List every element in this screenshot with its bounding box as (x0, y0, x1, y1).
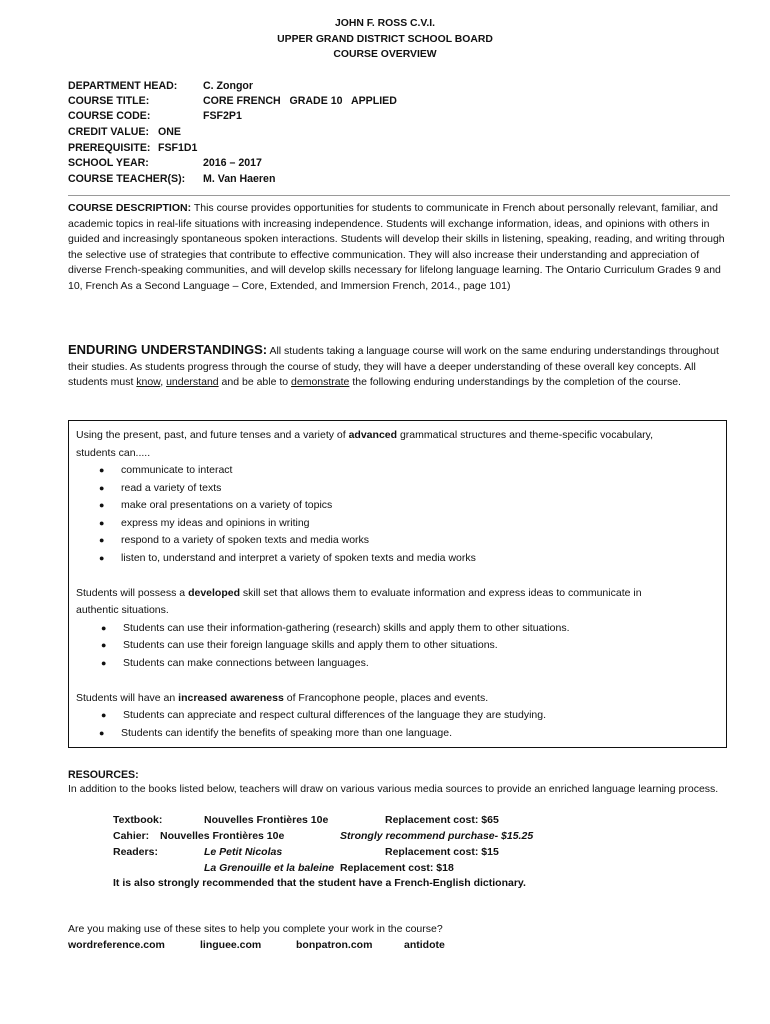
enduring-and-be-able: and be able to (221, 376, 289, 389)
site-linguee-link[interactable]: linguee.com (200, 939, 262, 951)
bullet-icon: ● (99, 465, 105, 475)
course-title-label: COURSE TITLE: (68, 95, 150, 107)
section2-bold: developed (188, 587, 240, 599)
bullet-icon: ● (101, 623, 107, 633)
section3-bold: increased awareness (178, 692, 284, 704)
bullet-icon: ● (101, 640, 107, 650)
list-item: read a variety of texts (121, 482, 222, 494)
info-course-title (68, 93, 468, 109)
bullet-icon: ● (99, 553, 105, 563)
bullet-icon: ● (99, 728, 105, 738)
list-item: make oral presentations on a variety of topics (121, 499, 333, 511)
reader1-title: Le Petit Nicolas (204, 846, 283, 858)
list-item: communicate to interact (121, 464, 233, 476)
course-description-text: This course provides opportunities for students to communicate in French about personally relevant, familiar, and academic topics in real-life situations with increasing independence. Students will exchange information, ideas, and opinions with others in guided and increasingly spontaneous spoken interactions. Students will develop their skills in listening, speaking, reading, and writing through the selective use of strategies that contribute to effective communication. They will also increase their understanding and appreciation of diverse French-speaking communities, and will develop skills necessary for lifelong language learning. The Ontario Curriculum Grades 9 and 10, French As a Second Language – Core, Extended, and Immersion French, 2014., page 101) (68, 202, 725, 292)
section1-line1 (76, 427, 653, 444)
course-teacher-value: M. Van Haeren (203, 173, 276, 185)
section1-bold: advanced (348, 429, 398, 441)
section-divider (68, 195, 730, 196)
resources-title: RESOURCES: (68, 769, 139, 781)
list-item: Students can make connections between languages. (123, 657, 369, 669)
info-course-teacher (68, 171, 468, 187)
school-year-value: 2016 – 2017 (203, 157, 262, 169)
bullet-icon: ● (101, 658, 107, 668)
info-school-year (68, 155, 468, 171)
prerequisite-value: FSF1D1 (158, 142, 198, 154)
site-bonpatron-link[interactable]: bonpatron.com (296, 939, 373, 951)
enduring-intro-1: All students taking a language course will work on the same enduring understandings throughout their studies. As students progress through the course of study, they will have a deeper understanding of these overall key concepts. All students must (68, 345, 719, 389)
reader2-title: La Grenouille et la baleine (204, 862, 335, 874)
section2-post: skill set that allows them to evaluate information and express ideas to communicate in (242, 587, 642, 599)
textbook-cost: Replacement cost: $65 (385, 814, 499, 826)
course-code-value: FSF2P1 (203, 110, 242, 122)
sites-list (0, 937, 770, 953)
enduring-comma: , (160, 376, 164, 389)
credit-value-label: CREDIT VALUE: (68, 126, 150, 138)
enduring-understandings (68, 342, 730, 391)
reader2-cost: Replacement cost: $18 (340, 862, 454, 874)
bullet-icon: ● (99, 535, 105, 545)
bullet-icon: ● (99, 483, 105, 493)
sites-question: Are you making use of these sites to help you complete your work in the course? (68, 923, 443, 935)
course-code-label: COURSE CODE: (68, 110, 151, 122)
section1-post: grammatical structures and theme-specific vocabulary, (399, 429, 654, 441)
course-teacher-label: COURSE TEACHER(S): (68, 173, 186, 185)
enduring-know: know (136, 376, 161, 389)
enduring-intro-2: the following enduring understandings by the completion of the course. (352, 376, 681, 389)
info-credit-value (68, 124, 468, 140)
enduring-understandings-box (68, 420, 727, 748)
section2-pre: Students will possess a (76, 587, 186, 599)
enduring-understandings-title: ENDURING UNDERSTANDINGS: (68, 342, 268, 357)
info-department-head (68, 78, 468, 94)
cahier-note: Strongly recommend purchase- $15.25 (340, 830, 534, 842)
school-name: JOHN F. ROSS C.V.I. (334, 18, 436, 29)
site-antidote-link[interactable]: antidote (404, 939, 445, 951)
section1-pre: Using the present, past, and future tenses and a variety of (76, 429, 346, 441)
section2-line2: authentic situations. (76, 604, 169, 616)
list-item: Students can identify the benefits of speaking more than one language. (121, 727, 452, 739)
info-prerequisite (68, 140, 468, 156)
list-item: listen to, understand and interpret a variety of spoken texts and media works (121, 552, 476, 564)
list-item: respond to a variety of spoken texts and media works (121, 534, 370, 546)
bullet-icon: ● (99, 518, 105, 528)
school-year-label: SCHOOL YEAR: (68, 157, 149, 169)
section2-line1 (76, 585, 642, 602)
textbook-label: Textbook: (113, 814, 163, 826)
document-title: COURSE OVERVIEW (333, 49, 437, 60)
bullet-icon: ● (101, 710, 107, 720)
textbook-title: Nouvelles Frontières 10e (204, 814, 329, 826)
readers-label: Readers: (113, 846, 158, 858)
bullet-icon: ● (99, 500, 105, 510)
section3-pre: Students will have an (76, 692, 176, 704)
section3-post: of Francophone people, places and events. (286, 692, 489, 704)
course-description (68, 201, 730, 295)
list-item: Students can use their information-gathering (research) skills and apply them to other situations. (123, 622, 570, 634)
course-title-value: CORE FRENCH GRADE 10 APPLIED (203, 95, 397, 107)
prerequisite-label: PREREQUISITE: (68, 142, 151, 154)
section1-line2: students can..... (76, 447, 151, 459)
info-course-code (68, 108, 468, 124)
list-item: Students can use their foreign language skills and apply them to other situations. (123, 639, 498, 651)
school-board: UPPER GRAND DISTRICT SCHOOL BOARD (277, 34, 493, 45)
credit-value-value: ONE (158, 126, 181, 138)
enduring-understand: understand (166, 376, 219, 389)
list-item: express my ideas and opinions in writing (121, 517, 310, 529)
cahier-title: Nouvelles Frontières 10e (160, 830, 285, 842)
section3-line1 (76, 690, 488, 707)
department-head-label: DEPARTMENT HEAD: (68, 80, 178, 92)
department-head-value: C. Zongor (203, 80, 254, 92)
list-item: Students can appreciate and respect cultural differences of the language they are studying. (123, 709, 546, 721)
site-wordreference-link[interactable]: wordreference.com (68, 939, 165, 951)
dictionary-note: It is also strongly recommended that the student have a French-English dictionary. (113, 877, 526, 889)
enduring-demonstrate: demonstrate (291, 376, 350, 389)
reader1-cost: Replacement cost: $15 (385, 846, 499, 858)
resources-intro: In addition to the books listed below, teachers will draw on various various media sources to provide an enriched language learning process. (68, 783, 719, 795)
course-description-label: COURSE DESCRIPTION: (68, 202, 192, 214)
cahier-label: Cahier: (113, 830, 150, 842)
